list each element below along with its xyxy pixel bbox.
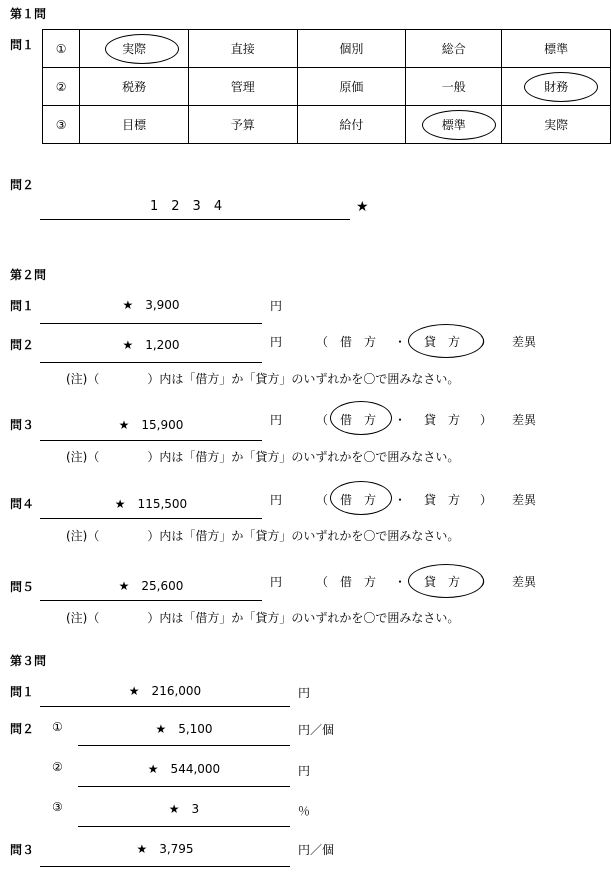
table-row: [43, 106, 611, 144]
credit-option[interactable]: 貸 方: [424, 493, 461, 507]
q2-item-label: 問２: [10, 338, 35, 352]
sub-number: ①: [52, 720, 63, 734]
choice-cell[interactable]: 標準: [502, 30, 611, 68]
choice-cell-circled[interactable]: 標準: [406, 106, 502, 144]
q2-item-label: 問５: [10, 580, 35, 594]
suffix: 差異: [512, 575, 537, 589]
answer-line: [78, 745, 290, 746]
q3-answer: ★ 3: [168, 802, 200, 816]
debit-option[interactable]: 借 方: [340, 335, 377, 349]
q2-title: 第２問: [10, 268, 47, 282]
credit-option[interactable]: 貸 方: [424, 335, 461, 349]
choice-cell[interactable]: 原価: [297, 68, 406, 106]
q2-answer: ★ 3,900: [122, 298, 180, 312]
answer-line: [40, 323, 262, 324]
answer-line: [78, 826, 290, 827]
sub-number: ②: [52, 760, 63, 774]
choice-cell[interactable]: 個別: [297, 30, 406, 68]
choice-cell[interactable]: 管理: [188, 68, 297, 106]
debit-option[interactable]: 借 方: [340, 413, 377, 427]
unit: 円: [270, 493, 283, 507]
choice-cell[interactable]: 給付: [297, 106, 406, 144]
note: (注)（ ）内は「借方」か「貸方」のいずれかを〇で囲みなさい。: [66, 450, 460, 464]
q1-answer-table: [42, 29, 611, 144]
star-mark: ★: [356, 199, 369, 215]
choice-cell[interactable]: 実際: [502, 106, 611, 144]
q1-sub2-label: 問２: [10, 178, 35, 192]
choice-cell-circled[interactable]: 財務: [502, 68, 611, 106]
q3-item-label: 問２: [10, 722, 35, 736]
q3-answer: ★ 216,000: [128, 684, 202, 698]
unit: 円: [298, 764, 311, 778]
q2-answer: ★ 15,900: [118, 418, 184, 432]
note: (注)（ ）内は「借方」か「貸方」のいずれかを〇で囲みなさい。: [66, 372, 460, 386]
credit-option[interactable]: 貸 方: [424, 413, 461, 427]
close-paren: ）: [480, 335, 493, 349]
answer-line: [40, 600, 262, 601]
q1-title: 第１問: [10, 7, 47, 21]
close-paren: ）: [480, 575, 493, 589]
choice-cell[interactable]: 税務: [80, 68, 189, 106]
table-row: [43, 30, 611, 68]
unit: 円: [298, 686, 311, 700]
q3-title: 第３問: [10, 654, 47, 668]
row-number: ①: [43, 30, 80, 68]
q2-item-label: 問３: [10, 418, 35, 432]
unit: 円: [270, 335, 283, 349]
suffix: 差異: [512, 493, 537, 507]
row-number: ②: [43, 68, 80, 106]
credit-option[interactable]: 貸 方: [424, 575, 461, 589]
suffix: 差異: [512, 413, 537, 427]
note: (注)（ ）内は「借方」か「貸方」のいずれかを〇で囲みなさい。: [66, 529, 460, 543]
separator-dot: ・: [394, 575, 407, 589]
q2-item-label: 問４: [10, 497, 35, 511]
answer-line: [78, 786, 290, 787]
choice-cell[interactable]: 予算: [188, 106, 297, 144]
unit: 円／個: [298, 843, 335, 857]
close-paren: ）: [480, 413, 493, 427]
answer-line: [40, 706, 290, 707]
note: (注)（ ）内は「借方」か「貸方」のいずれかを〇で囲みなさい。: [66, 611, 460, 625]
separator-dot: ・: [394, 493, 407, 507]
choice-cell[interactable]: 一般: [406, 68, 502, 106]
debit-option[interactable]: 借 方: [340, 575, 377, 589]
q3-answer: ★ 544,000: [147, 762, 221, 776]
row-number: ③: [43, 106, 80, 144]
choice-cell[interactable]: 総合: [406, 30, 502, 68]
unit: 円／個: [298, 723, 335, 737]
unit: ％: [298, 804, 311, 818]
q2-answer: ★ 25,600: [118, 579, 184, 593]
q3-answer: ★ 5,100: [155, 722, 213, 736]
open-paren: （: [316, 335, 329, 349]
debit-option[interactable]: 借 方: [340, 493, 377, 507]
close-paren: ）: [480, 493, 493, 507]
open-paren: （: [316, 493, 329, 507]
q2-answer: ★ 115,500: [114, 497, 188, 511]
q1-sub2-answer: 1 2 3 4: [150, 199, 223, 214]
sub-number: ③: [52, 800, 63, 814]
answer-line: [40, 440, 262, 441]
answer-line: [40, 518, 262, 519]
suffix: 差異: [512, 335, 537, 349]
unit: 円: [270, 413, 283, 427]
choice-cell-circled[interactable]: 実際: [80, 30, 189, 68]
q3-item-label: 問１: [10, 685, 35, 699]
q2-item-label: 問１: [10, 299, 35, 313]
q2-answer: ★ 1,200: [122, 338, 180, 352]
answer-line: [40, 362, 262, 363]
separator-dot: ・: [394, 413, 407, 427]
unit: 円: [270, 299, 283, 313]
choice-cell[interactable]: 直接: [188, 30, 297, 68]
table-row: [43, 68, 611, 106]
q3-item-label: 問３: [10, 843, 35, 857]
choice-cell[interactable]: 目標: [80, 106, 189, 144]
answer-line: [40, 866, 290, 867]
q1-sub1-label: 問１: [10, 38, 35, 52]
answer-line: [40, 219, 350, 220]
open-paren: （: [316, 575, 329, 589]
open-paren: （: [316, 413, 329, 427]
separator-dot: ・: [394, 335, 407, 349]
q3-answer: ★ 3,795: [136, 842, 194, 856]
unit: 円: [270, 575, 283, 589]
